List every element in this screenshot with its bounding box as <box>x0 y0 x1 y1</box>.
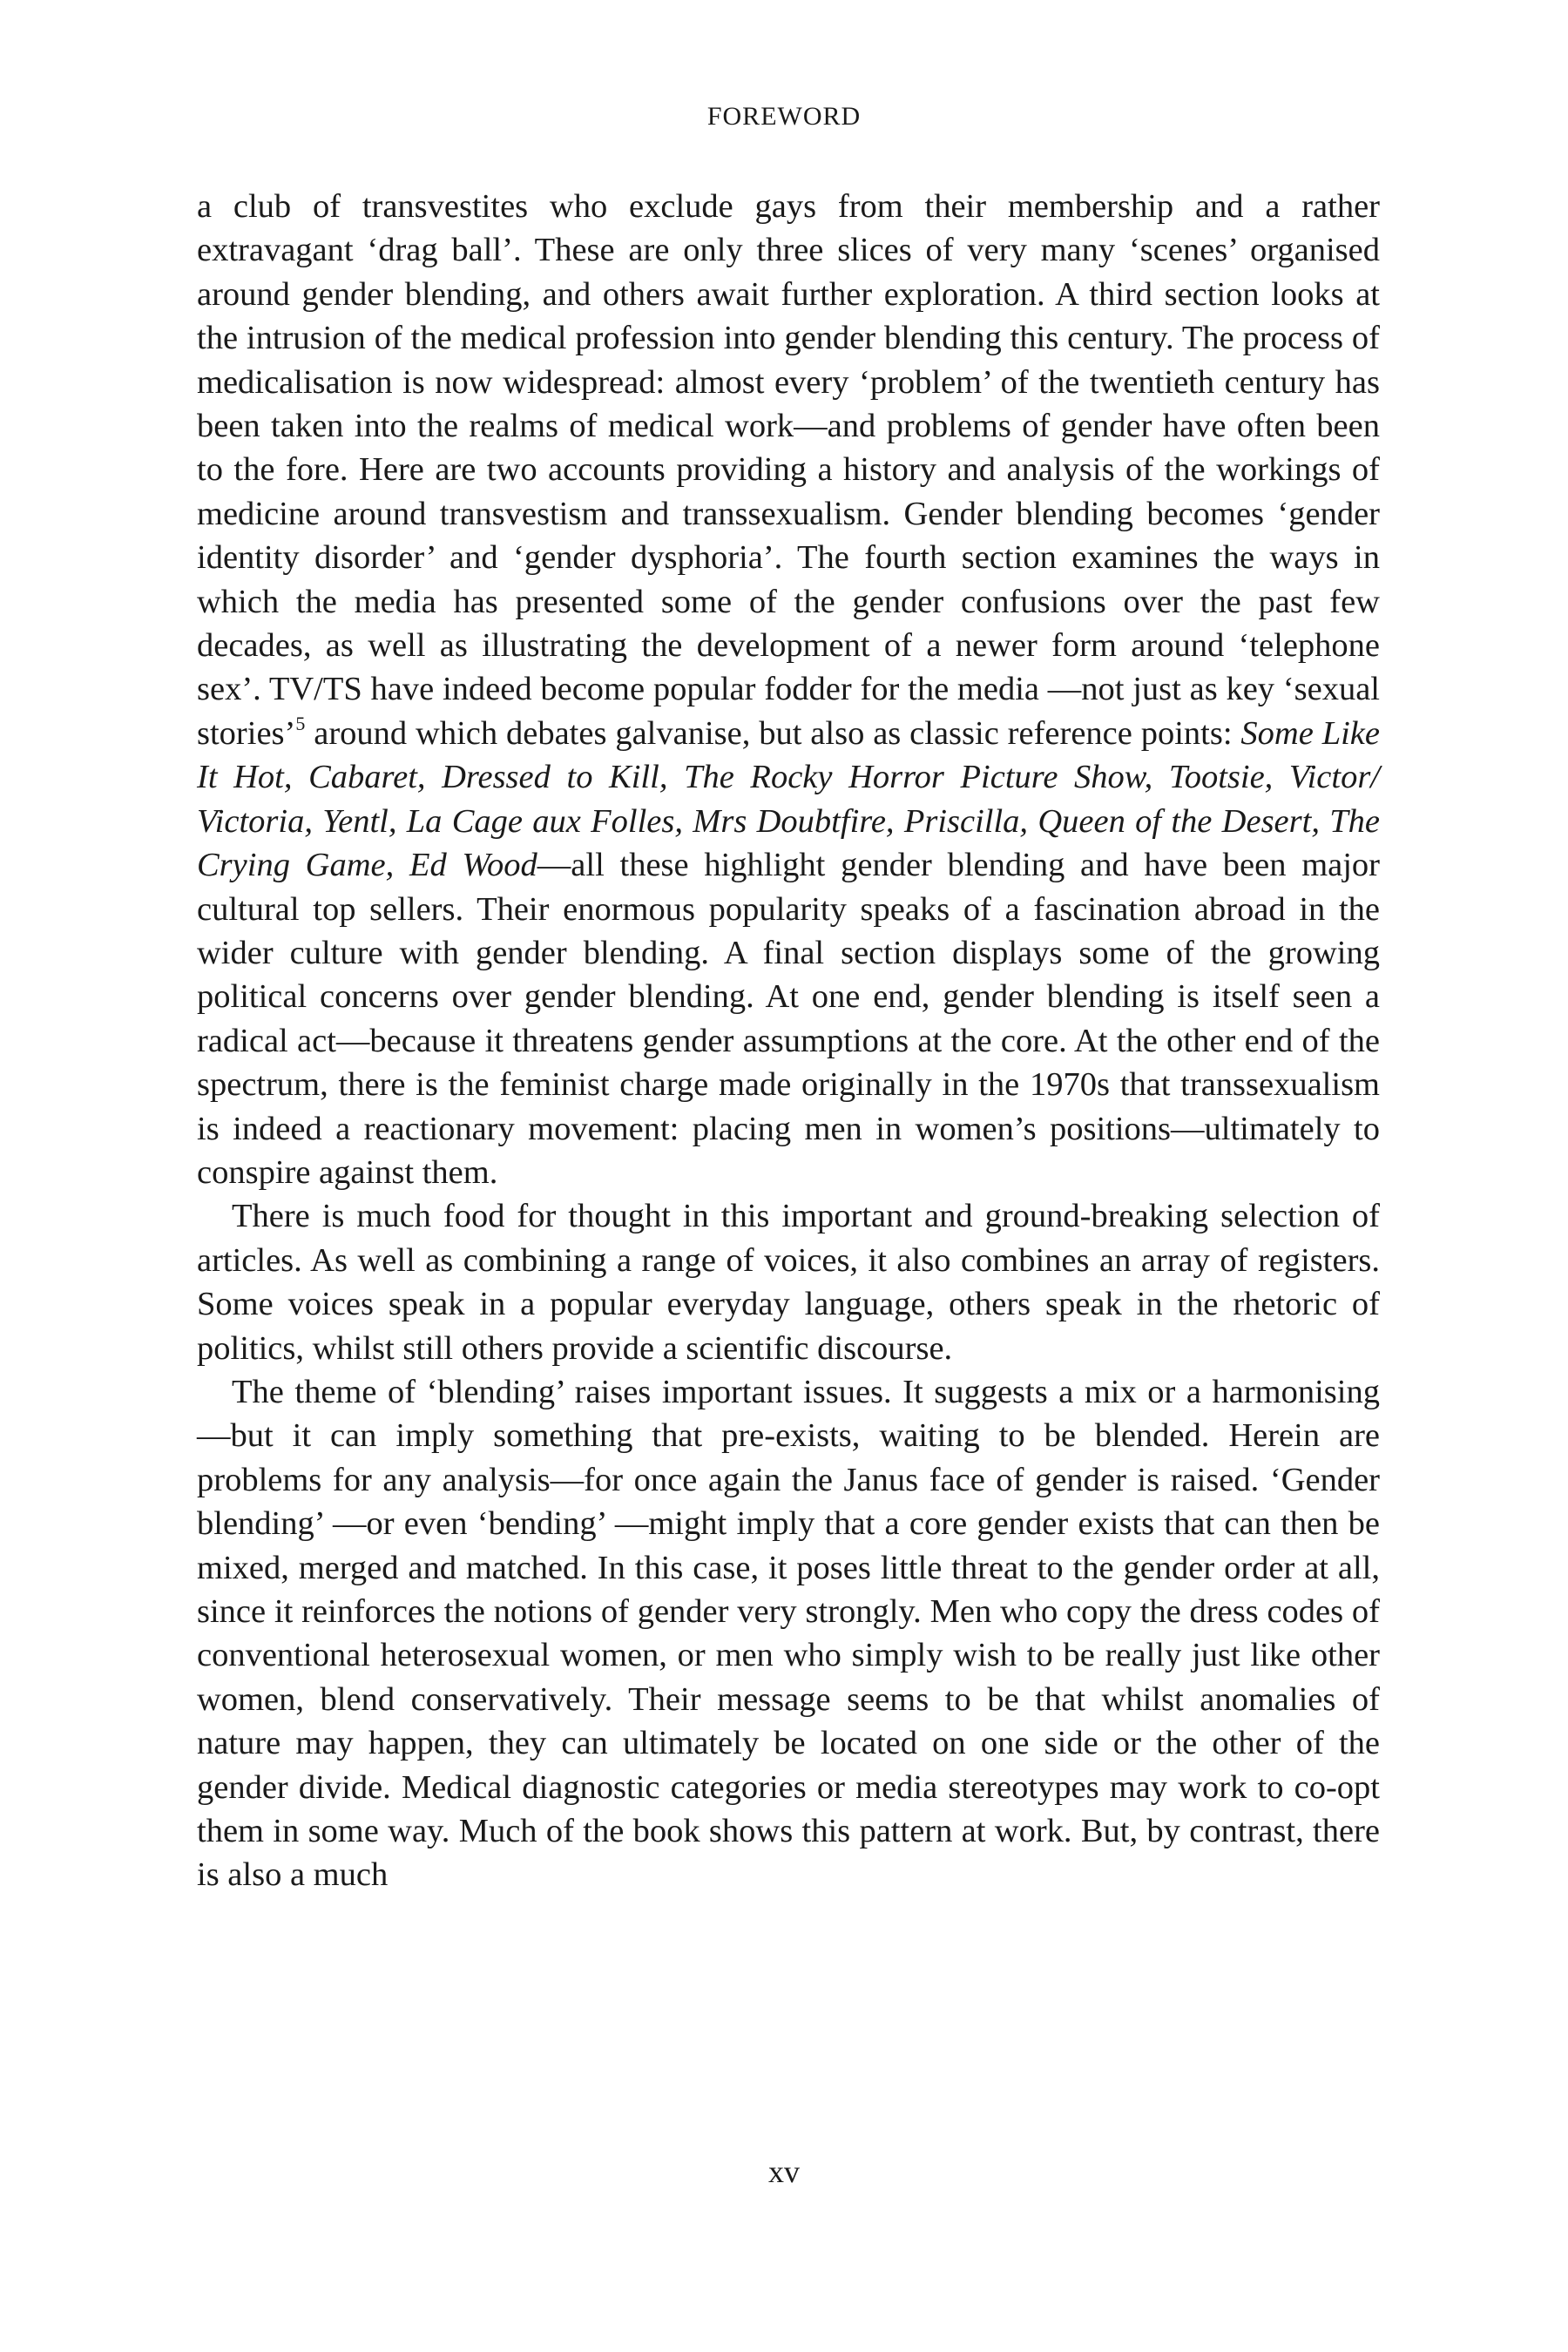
page-number: xv <box>768 2154 800 2189</box>
paragraph-1-text-b: around which debates galvanise, but also as classic reference points: <box>305 714 1241 752</box>
paragraph-1-text-c: —all these highlight gender blending and have been major cultural top sellers. Their enormous popularity speaks of a fascination abroad in the wider culture with gender blending. A final section displays some of the growing political concerns over gender blending. At one end, gender blending is itself seen a radical act—because it threatens gender assumptions at the core. At the other end of the spectrum, there is the feminist charge made originally in the 1970s that transsexualism is indeed a reactionary movement: placing men in women’s positions—ultimately to conspire against them. <box>197 847 1380 1191</box>
paragraph-3: The theme of ‘blending’ raises important issues. It suggests a mix or a harmonising—but it can imply something that pre-exists, waiting to be blended. Herein are problems for any analysis—for once again the Janus face of gender is raised. ‘Gender blending’ —or even ‘bending’ —might imply that a core gender exists that can then be mixed, merged and matched. In this case, it poses little threat to the gender order at all, since it reinforces the notions of gender very strongly. Men who copy the dress codes of conventional heterosexual women, or men who simply wish to be really just like other women, blend conservatively. Their message seems to be that whilst anomalies of nature may happen, they can ultimately be located on one side or the other of the gender divide. Medical diagnostic categories or media stereotypes may work to co-opt them in some way. Much of the book shows this pattern at work. But, by contrast, there is also a much <box>197 1373 1380 1894</box>
paragraph-1 <box>197 185 1380 1194</box>
paragraph-1-text-a: a club of transvestites who exclude gays from their membership and a rather extravagant ‘drag ball’. These are only three slices of very many ‘scenes’ organised around gender blending, and others await further exploration. A third section looks at the intrusion of the medical profession into gender blending this century. The process of medicalisation is now widespread: almost every ‘problem’ of the twentieth century has been taken into the realms of medical work—and problems of gender have often been to the fore. Here are two accounts providing a history and analysis of the workings of medicine around transvestism and transsexualism. Gender blending becomes ‘gender identity disorder’ and ‘gender dysphoria’. The fourth section examines the ways in which the media has presented some of the gender confusions over the past few decades, as well as illustrating the development of a newer form around ‘telephone sex’. TV/TS have indeed become popular fodder for the media —not just as key ‘sexual stories’ <box>197 188 1380 752</box>
paragraph-2: There is much food for thought in this important and ground-breaking selection of articles. As well as combining a range of voices, it also combines an array of registers. Some voices speak in a popular everyday language, others speak in the rhetoric of politics, whilst still others provide a scientific discourse. <box>197 1198 1380 1367</box>
running-head: FOREWORD <box>706 102 862 131</box>
footnote-ref-5: 5 <box>295 713 306 735</box>
body-text <box>197 185 1380 1897</box>
film-titles-list: Some Like It Hot, Cabaret, Dressed to Kill, The Rocky Horror Picture Show, Tootsie, Victor/ Victoria, Yentl, La Cage aux Folles, Mrs Doubtfire, Priscilla, Queen of the Desert, The Crying Game, Ed Wood <box>197 714 1380 884</box>
